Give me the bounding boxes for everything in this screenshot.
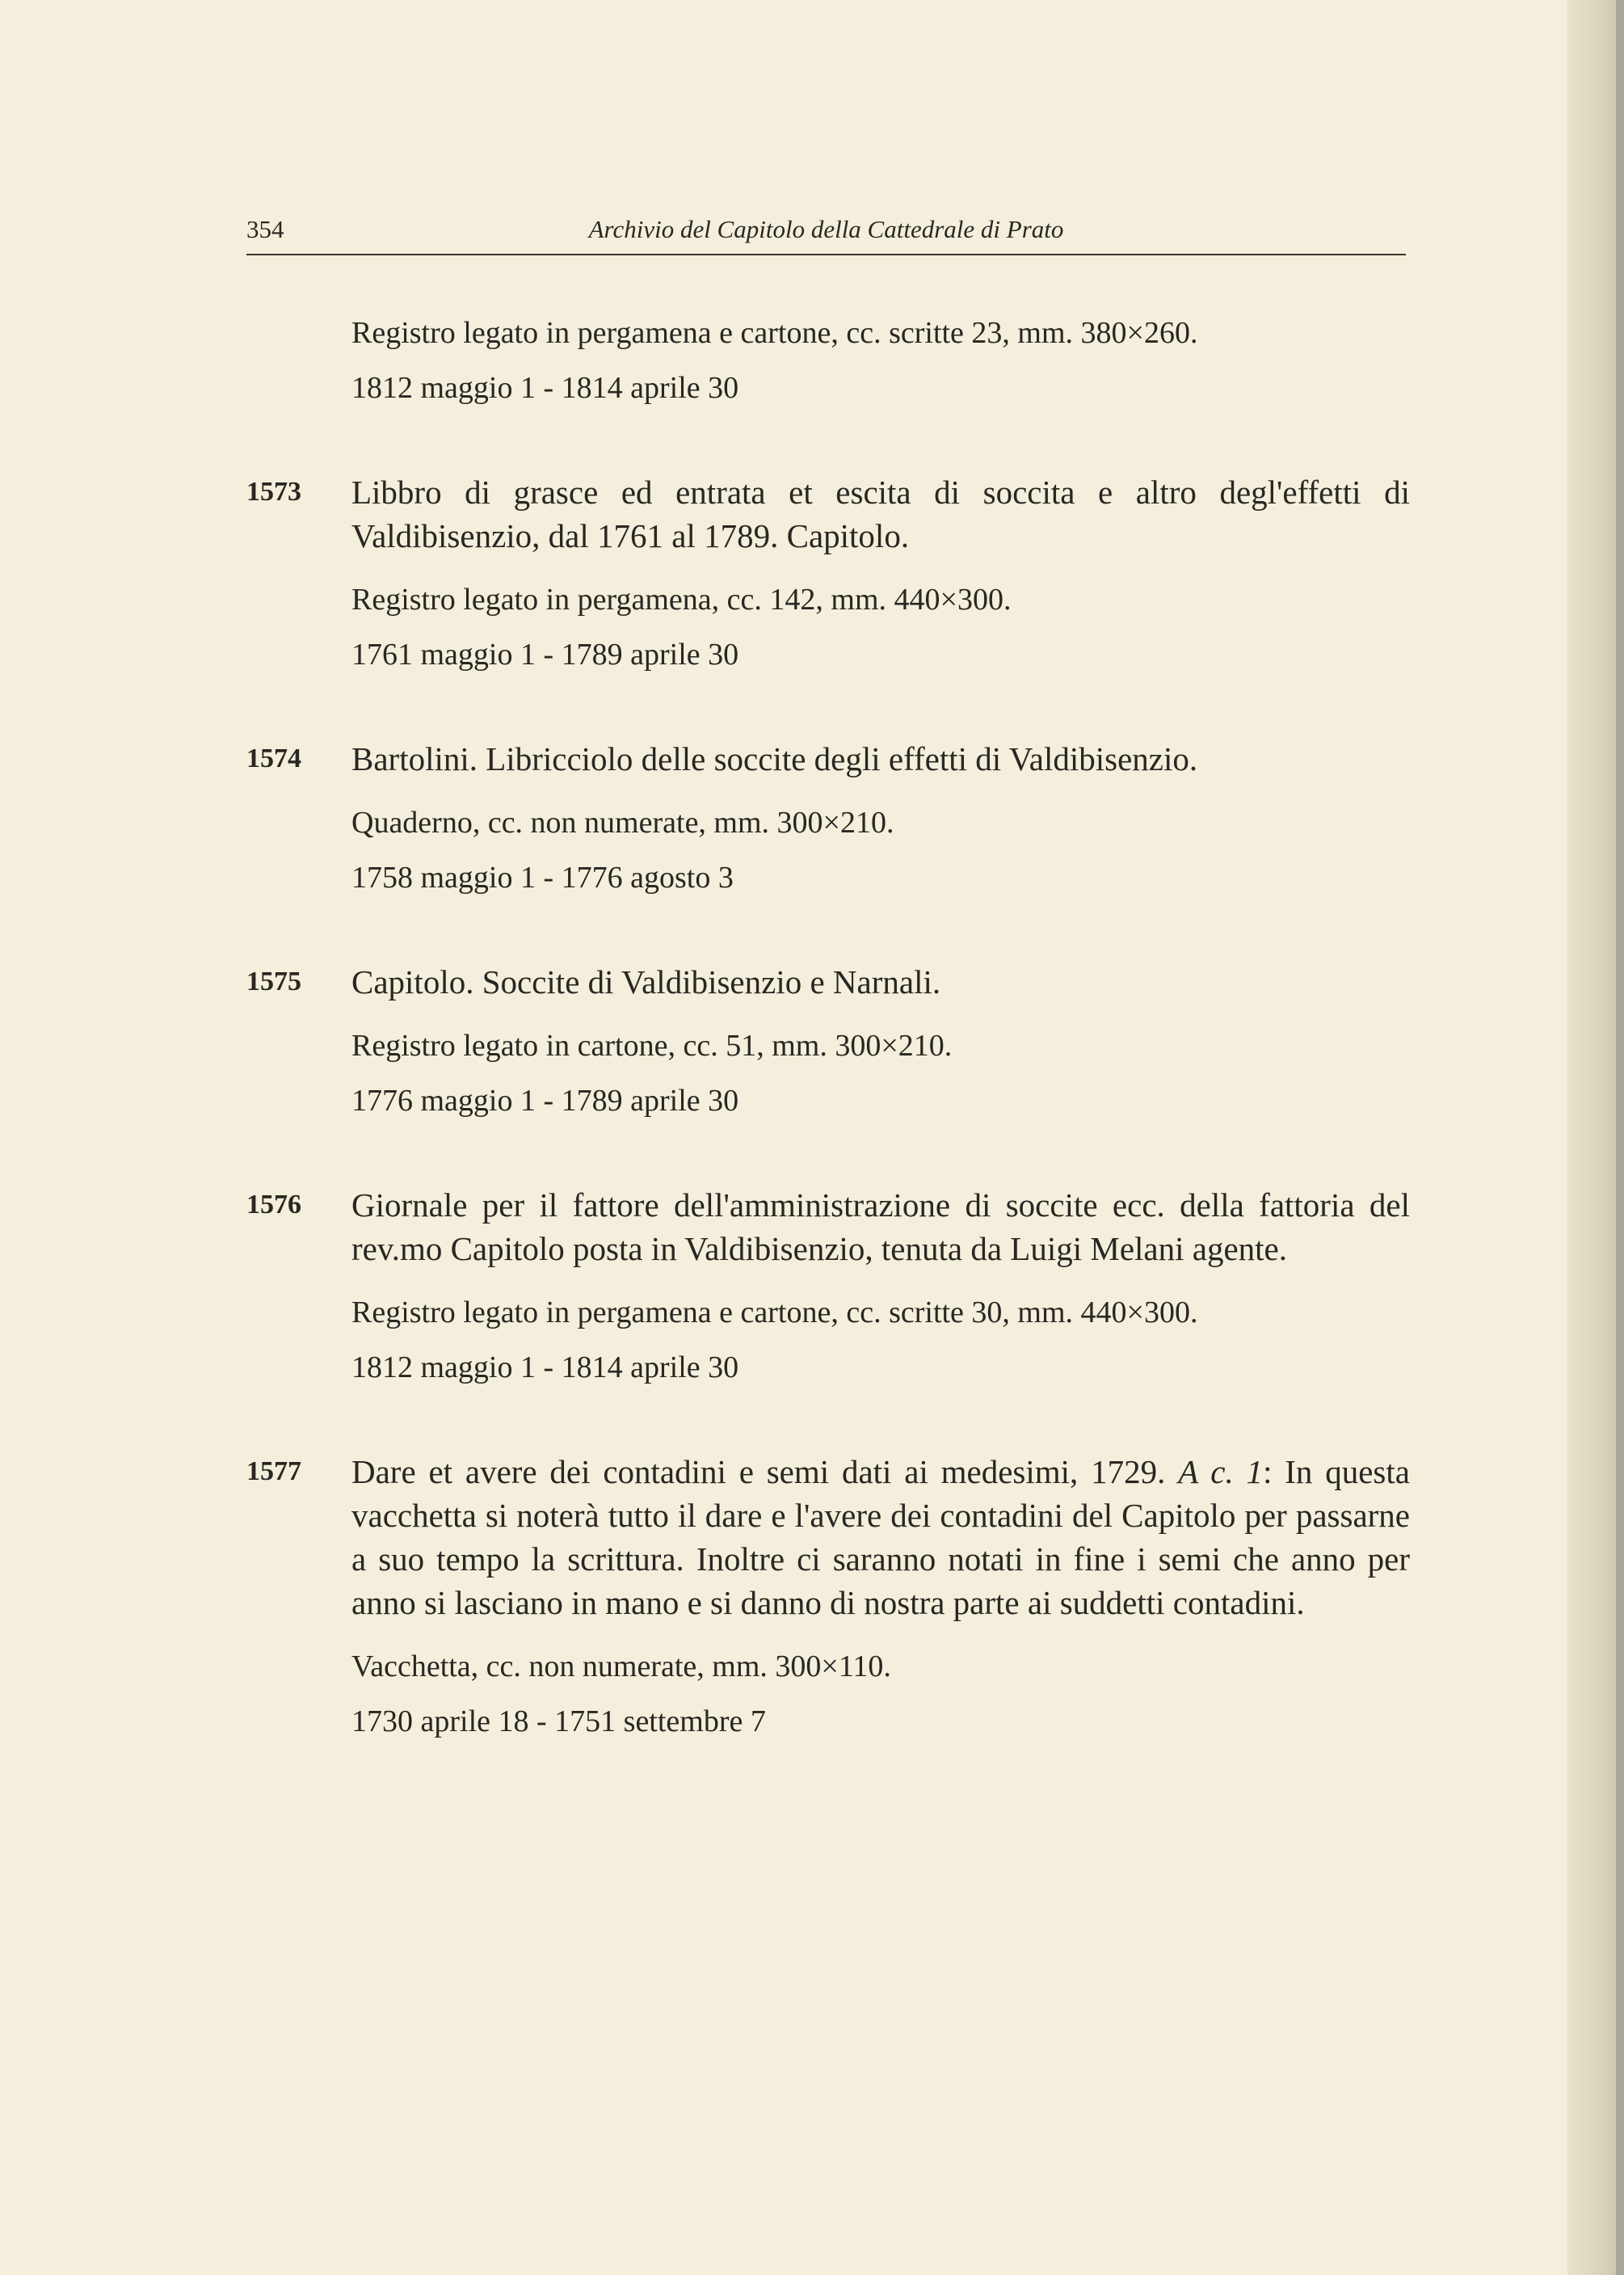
entry-title: Capitolo. Soccite di Valdibisenzio e Narnali. <box>351 963 941 1001</box>
entry-1573 <box>246 470 1410 682</box>
entry-description: Registro legato in pergamena e cartone, cc. scritte 23, mm. 380×260. <box>351 316 1198 350</box>
entry-title: Libbro di grasce ed entrata et escita di soccita e altro degl'effetti di Valdibisenzio, dal 1761 al 1789. Capitolo. <box>351 474 1410 554</box>
entry-dates: 1812 maggio 1 - 1814 aprile 30 <box>351 1350 739 1384</box>
entry-description: Registro legato in pergamena, cc. 142, mm. 440×300. <box>351 583 1012 617</box>
entry-number: 1575 <box>246 967 301 996</box>
folio-reference: A c. 1 <box>1178 1453 1264 1490</box>
page-number: 354 <box>246 215 284 243</box>
entry-description: Registro legato in pergamena e cartone, cc. scritte 30, mm. 440×300. <box>351 1295 1198 1329</box>
entry-title: Giornale per il fattore dell'amministrazione di soccite ecc. della fattoria del rev.mo Capitolo posta in Valdibisenzio, tenuta da Luigi Melani agente. <box>351 1186 1410 1267</box>
entry-1575 <box>246 960 1410 1128</box>
entry-title: Bartolini. Libricciolo delle soccite degli effetti di Valdibisenzio. <box>351 740 1198 777</box>
page-body <box>246 305 1410 1749</box>
entry-dates: 1812 maggio 1 - 1814 aprile 30 <box>351 371 739 405</box>
page-edge <box>1616 0 1624 2275</box>
entry-number: 1577 <box>246 1456 301 1486</box>
entry-title-text: Dare et avere dei contadini e semi dati ai medesimi, 1729. <box>351 1453 1179 1490</box>
entry-1576 <box>246 1183 1410 1395</box>
entry-description: Registro legato in cartone, cc. 51, mm. 300×210. <box>351 1029 953 1063</box>
entry-description: Vacchetta, cc. non numerate, mm. 300×110. <box>351 1649 891 1683</box>
entry-title <box>351 1450 1410 1624</box>
running-title: Archivio del Capitolo della Cattedrale di Prato <box>588 215 1064 243</box>
entry-dates: 1758 maggio 1 - 1776 agosto 3 <box>351 861 734 895</box>
running-head <box>246 212 1406 255</box>
entry-number: 1576 <box>246 1190 301 1220</box>
entry-number: 1574 <box>246 744 301 773</box>
entry-title-quote: : In questa vacchetta si noterà tutto il dare e l'avere dei contadini del Capitolo per passarne a suo tempo la scrittura. Inoltre ci saranno notati in fine i semi che anno per anno si lasciano in mano e si danno di nostra parte ai suddetti contadini. <box>351 1453 1410 1621</box>
entry-number: 1573 <box>246 477 301 507</box>
entry-description: Quaderno, cc. non numerate, mm. 300×210. <box>351 806 894 840</box>
continuation-entry <box>246 305 1410 415</box>
entry-1577 <box>246 1450 1410 1749</box>
entry-dates: 1761 maggio 1 - 1789 aprile 30 <box>351 638 739 672</box>
entry-dates: 1730 aprile 18 - 1751 settembre 7 <box>351 1704 766 1738</box>
entry-1574 <box>246 737 1410 905</box>
entry-dates: 1776 maggio 1 - 1789 aprile 30 <box>351 1084 739 1118</box>
